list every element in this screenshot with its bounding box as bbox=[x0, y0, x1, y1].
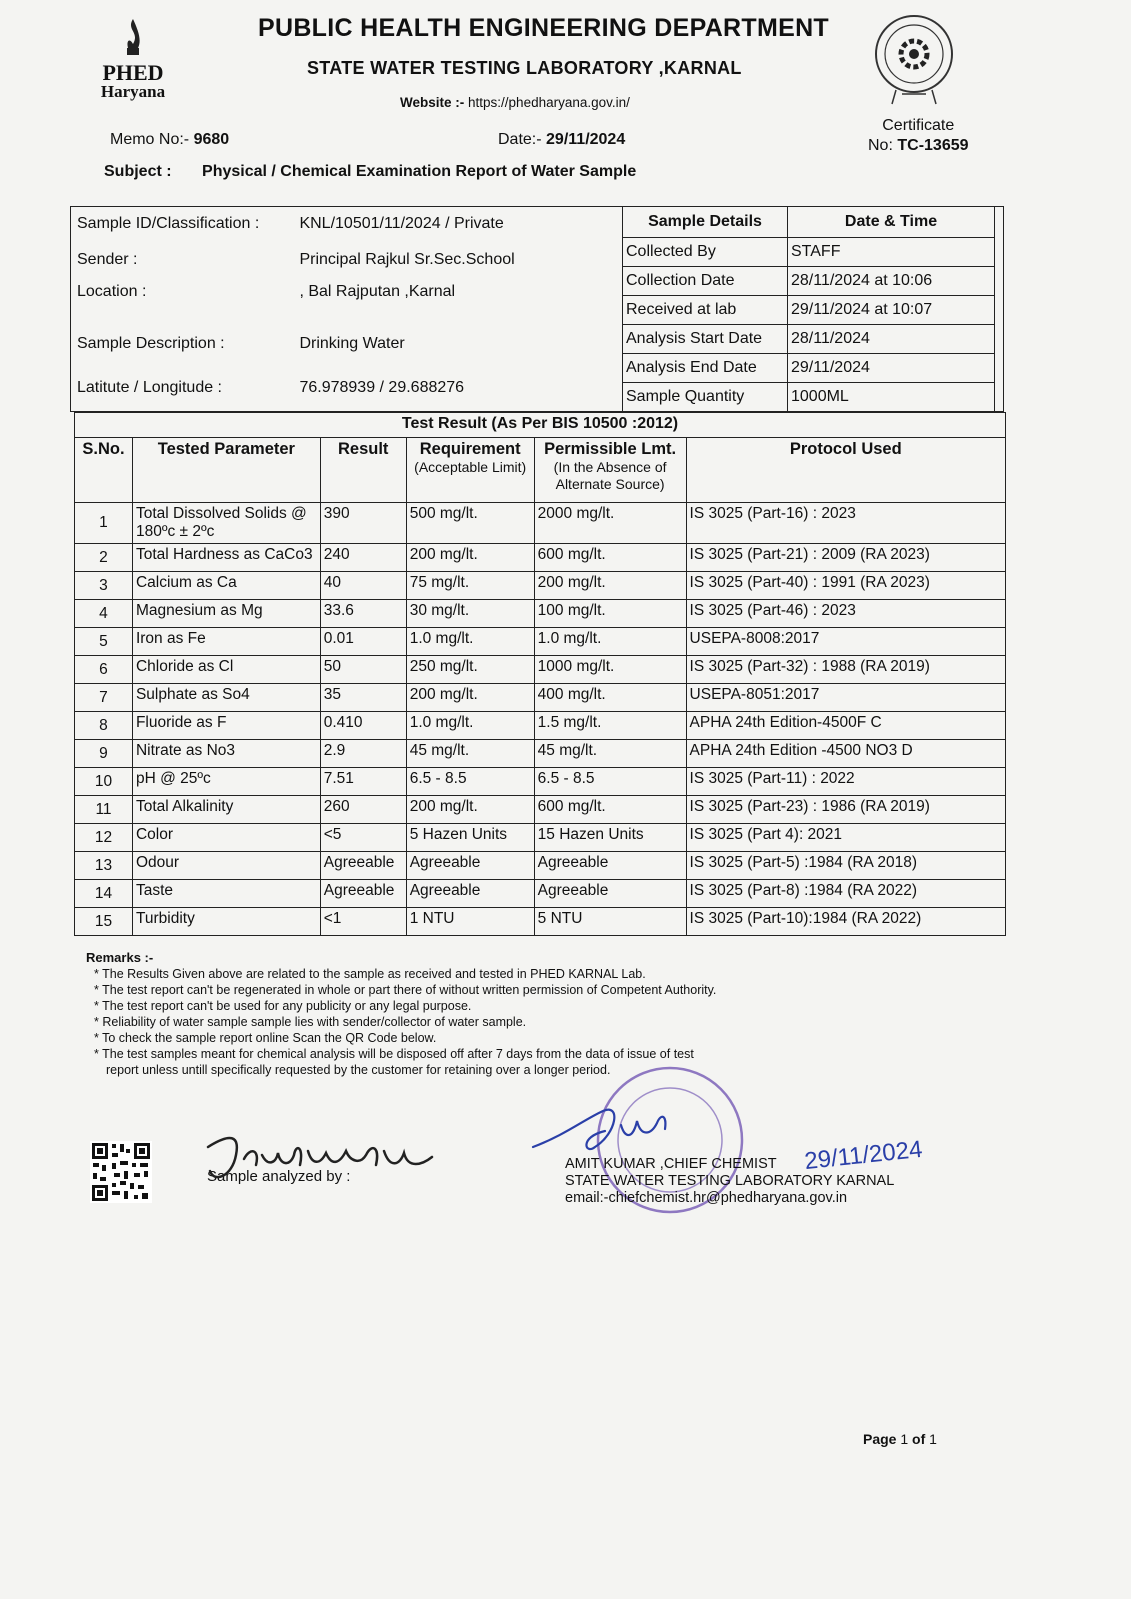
certificate-label: Certificate bbox=[882, 117, 955, 134]
cell-permissible: 2000 mg/lt. bbox=[534, 503, 686, 544]
page-of: of bbox=[912, 1431, 926, 1447]
sample-details-header bbox=[623, 207, 995, 238]
col-requirement-title: Requirement bbox=[419, 440, 521, 458]
cell-parameter: Nitrate as No3 bbox=[132, 740, 320, 768]
sample-classification: / Private bbox=[445, 215, 504, 232]
detail-row bbox=[623, 325, 995, 354]
signature-date: 29/11/2024 bbox=[803, 1135, 924, 1176]
memo-number: 9680 bbox=[193, 131, 230, 148]
cell-parameter: Taste bbox=[132, 880, 320, 908]
table-row bbox=[75, 908, 1006, 936]
cell-parameter: Turbidity bbox=[132, 908, 320, 936]
cell-sno: 15 bbox=[75, 908, 133, 936]
cell-sno: 10 bbox=[75, 768, 133, 796]
page-current: 1 bbox=[900, 1431, 909, 1447]
remark-item: * The test report can't be regenerated in whole or part there of without written permission of Competent Authority. bbox=[94, 982, 906, 998]
cell-protocol: USEPA-8051:2017 bbox=[686, 684, 1005, 712]
detail-value: 29/11/2024 at 10:07 bbox=[788, 296, 995, 325]
page-number bbox=[863, 1431, 937, 1447]
cell-sno: 2 bbox=[75, 544, 133, 572]
page-total: 1 bbox=[929, 1431, 937, 1447]
cell-result: 0.01 bbox=[320, 628, 406, 656]
accreditation-seal-icon bbox=[866, 10, 962, 106]
cell-protocol: APHA 24th Edition -4500 NO3 D bbox=[686, 740, 1005, 768]
cell-result: 35 bbox=[320, 684, 406, 712]
detail-row bbox=[623, 267, 995, 296]
col-requirement bbox=[406, 438, 534, 503]
cell-permissible: 45 mg/lt. bbox=[534, 740, 686, 768]
cell-parameter: Calcium as Ca bbox=[132, 572, 320, 600]
table-row bbox=[75, 852, 1006, 880]
detail-label: Collected By bbox=[623, 238, 788, 267]
description-row bbox=[77, 335, 405, 353]
chemist-signature-icon bbox=[525, 1085, 945, 1215]
cell-permissible: 600 mg/lt. bbox=[534, 796, 686, 824]
latlon-label: Latitute / Longitude : bbox=[77, 379, 222, 396]
remark-item: * The test report can't be used for any publicity or any legal purpose. bbox=[94, 998, 906, 1014]
table-row bbox=[75, 503, 1006, 544]
remarks-title: Remarks :- bbox=[86, 950, 154, 965]
subject-text: Physical / Chemical Examination Report of Water Sample bbox=[202, 163, 637, 180]
table-row bbox=[75, 544, 1006, 572]
cell-sno: 3 bbox=[75, 572, 133, 600]
remark-line: report unless untill specifically requested by the customer for retaining over a longer period. bbox=[106, 1063, 611, 1077]
col-permissible bbox=[534, 438, 686, 503]
col-parameter: Tested Parameter bbox=[132, 438, 320, 503]
website-label: Website :- bbox=[400, 95, 465, 110]
website-link[interactable]: https://phedharyana.gov.in/ bbox=[468, 95, 630, 110]
detail-value: 1000ML bbox=[788, 383, 995, 412]
cell-protocol: IS 3025 (Part-32) : 1988 (RA 2019) bbox=[686, 656, 1005, 684]
cell-requirement: 200 mg/lt. bbox=[406, 684, 534, 712]
cell-permissible: Agreeable bbox=[534, 880, 686, 908]
cell-result: 7.51 bbox=[320, 768, 406, 796]
location-row bbox=[77, 283, 455, 301]
col-permissible-sub: (In the Absence of Alternate Source) bbox=[553, 459, 667, 492]
detail-row bbox=[623, 354, 995, 383]
cell-protocol: IS 3025 (Part-8) :1984 (RA 2022) bbox=[686, 880, 1005, 908]
cell-requirement: 75 mg/lt. bbox=[406, 572, 534, 600]
detail-row bbox=[623, 383, 995, 412]
cell-sno: 14 bbox=[75, 880, 133, 908]
cell-result: 240 bbox=[320, 544, 406, 572]
cell-protocol: APHA 24th Edition-4500F C bbox=[686, 712, 1005, 740]
latlon-value: 76.978939 / 29.688276 bbox=[299, 379, 465, 396]
sender-row bbox=[77, 251, 515, 269]
remarks-section bbox=[86, 950, 906, 1078]
cell-protocol: IS 3025 (Part-21) : 2009 (RA 2023) bbox=[686, 544, 1005, 572]
cell-requirement: 1.0 mg/lt. bbox=[406, 712, 534, 740]
table-row bbox=[75, 628, 1006, 656]
cell-permissible: 400 mg/lt. bbox=[534, 684, 686, 712]
table-row bbox=[75, 572, 1006, 600]
detail-label: Sample Quantity bbox=[623, 383, 788, 412]
table-row bbox=[75, 600, 1006, 628]
memo-line bbox=[110, 131, 229, 149]
cell-sno: 11 bbox=[75, 796, 133, 824]
cell-requirement: 250 mg/lt. bbox=[406, 656, 534, 684]
cell-protocol: IS 3025 (Part 4): 2021 bbox=[686, 824, 1005, 852]
cell-parameter: Magnesium as Mg bbox=[132, 600, 320, 628]
date-label: Date:- bbox=[498, 131, 542, 148]
cell-protocol: IS 3025 (Part-23) : 1986 (RA 2019) bbox=[686, 796, 1005, 824]
detail-label: Received at lab bbox=[623, 296, 788, 325]
cell-requirement: 200 mg/lt. bbox=[406, 796, 534, 824]
remark-item: * The Results Given above are related to the sample as received and tested in PHED KARNAL Lab. bbox=[94, 966, 906, 982]
cell-parameter: Odour bbox=[132, 852, 320, 880]
cell-permissible: Agreeable bbox=[534, 852, 686, 880]
description-label: Sample Description : bbox=[77, 335, 225, 352]
detail-row bbox=[623, 238, 995, 267]
detail-value: 28/11/2024 bbox=[788, 325, 995, 354]
page-label: Page bbox=[863, 1431, 897, 1447]
location-value: , Bal Rajputan ,Karnal bbox=[299, 283, 456, 300]
subject-line bbox=[104, 163, 636, 181]
website-line bbox=[400, 95, 630, 110]
remark-item: * Reliability of water sample sample lies with sender/collector of water sample. bbox=[94, 1014, 906, 1030]
cell-requirement: 500 mg/lt. bbox=[406, 503, 534, 544]
remark-item-disposal bbox=[94, 1046, 906, 1078]
remark-line: The test samples meant for chemical analysis will be disposed off after 7 days from the data of issue of test bbox=[102, 1047, 694, 1061]
phed-logo bbox=[78, 18, 188, 101]
detail-value: 28/11/2024 at 10:06 bbox=[788, 267, 995, 296]
cell-sno: 9 bbox=[75, 740, 133, 768]
cell-parameter: Total Dissolved Solids @ 180ºc ± 2ºc bbox=[132, 503, 320, 544]
cell-result: <5 bbox=[320, 824, 406, 852]
analyzed-by-label: Sample analyzed by : bbox=[207, 1168, 351, 1185]
cell-parameter: Fluoride as F bbox=[132, 712, 320, 740]
cell-result: <1 bbox=[320, 908, 406, 936]
detail-label: Analysis Start Date bbox=[623, 325, 788, 354]
certificate-number: TC-13659 bbox=[897, 137, 969, 154]
laboratory-title: STATE WATER TESTING LABORATORY ,KARNAL bbox=[307, 58, 742, 78]
memo-label: Memo No:- bbox=[110, 131, 190, 148]
cell-sno: 5 bbox=[75, 628, 133, 656]
cell-parameter: Total Alkalinity bbox=[132, 796, 320, 824]
table-row bbox=[75, 768, 1006, 796]
detail-label: Collection Date bbox=[623, 267, 788, 296]
location-label: Location : bbox=[77, 283, 147, 300]
cell-requirement: 1 NTU bbox=[406, 908, 534, 936]
cell-sno: 1 bbox=[75, 503, 133, 544]
cell-result: Agreeable bbox=[320, 880, 406, 908]
col-result: Result bbox=[320, 438, 406, 503]
chemist-name: AMIT KUMAR ,CHIEF CHEMIST bbox=[565, 1156, 777, 1172]
certificate-block bbox=[868, 116, 969, 156]
cell-requirement: 6.5 - 8.5 bbox=[406, 768, 534, 796]
cell-permissible: 15 Hazen Units bbox=[534, 824, 686, 852]
cell-requirement: 200 mg/lt. bbox=[406, 544, 534, 572]
results-caption: Test Result (As Per BIS 10500 :2012) bbox=[75, 413, 1006, 438]
cell-parameter: Sulphate as So4 bbox=[132, 684, 320, 712]
cell-parameter: Iron as Fe bbox=[132, 628, 320, 656]
subject-label: Subject : bbox=[104, 163, 172, 180]
cell-result: 2.9 bbox=[320, 740, 406, 768]
cell-requirement: 30 mg/lt. bbox=[406, 600, 534, 628]
table-row bbox=[75, 656, 1006, 684]
certificate-number-line bbox=[868, 136, 969, 156]
cell-requirement: Agreeable bbox=[406, 852, 534, 880]
cell-permissible: 100 mg/lt. bbox=[534, 600, 686, 628]
sender-value: Principal Rajkul Sr.Sec.School bbox=[299, 251, 515, 268]
sample-details-table bbox=[622, 206, 995, 412]
sample-id-row bbox=[77, 215, 504, 233]
cell-permissible: 1.0 mg/lt. bbox=[534, 628, 686, 656]
cell-protocol: IS 3025 (Part-46) : 2023 bbox=[686, 600, 1005, 628]
detail-value: 29/11/2024 bbox=[788, 354, 995, 383]
certificate-no-label: No: bbox=[868, 137, 893, 154]
table-row bbox=[75, 684, 1006, 712]
sender-label: Sender : bbox=[77, 251, 138, 268]
cell-result: 390 bbox=[320, 503, 406, 544]
cell-permissible: 600 mg/lt. bbox=[534, 544, 686, 572]
results-body bbox=[75, 503, 1006, 936]
col-requirement-sub: (Acceptable Limit) bbox=[414, 459, 527, 475]
cell-permissible: 1000 mg/lt. bbox=[534, 656, 686, 684]
chemist-email[interactable]: email:-chiefchemist.hr@phedharyana.gov.in bbox=[565, 1190, 848, 1206]
table-row bbox=[75, 712, 1006, 740]
cell-parameter: pH @ 25ºc bbox=[132, 768, 320, 796]
cell-sno: 8 bbox=[75, 712, 133, 740]
cell-requirement: 45 mg/lt. bbox=[406, 740, 534, 768]
cell-permissible: 1.5 mg/lt. bbox=[534, 712, 686, 740]
cell-protocol: IS 3025 (Part-11) : 2022 bbox=[686, 768, 1005, 796]
table-row bbox=[75, 824, 1006, 852]
cell-requirement: 1.0 mg/lt. bbox=[406, 628, 534, 656]
logo-text-haryana: Haryana bbox=[100, 82, 166, 101]
cell-protocol: IS 3025 (Part-5) :1984 (RA 2018) bbox=[686, 852, 1005, 880]
date-line bbox=[498, 131, 625, 149]
cell-permissible: 6.5 - 8.5 bbox=[534, 768, 686, 796]
table-row bbox=[75, 796, 1006, 824]
cell-parameter: Total Hardness as CaCo3 bbox=[132, 544, 320, 572]
cell-protocol: IS 3025 (Part-40) : 1991 (RA 2023) bbox=[686, 572, 1005, 600]
cell-permissible: 200 mg/lt. bbox=[534, 572, 686, 600]
table-row bbox=[75, 880, 1006, 908]
cell-requirement: Agreeable bbox=[406, 880, 534, 908]
col-sno: S.No. bbox=[75, 438, 133, 503]
col-permissible-title: Permissible Lmt. bbox=[544, 440, 677, 458]
cell-sno: 13 bbox=[75, 852, 133, 880]
description-value: Drinking Water bbox=[299, 335, 405, 352]
cell-permissible: 5 NTU bbox=[534, 908, 686, 936]
cell-result: 33.6 bbox=[320, 600, 406, 628]
remark-item: * To check the sample report online Scan the QR Code below. bbox=[94, 1030, 906, 1046]
remarks-list bbox=[86, 966, 906, 1078]
cell-result: Agreeable bbox=[320, 852, 406, 880]
cell-result: 40 bbox=[320, 572, 406, 600]
sample-id-label: Sample ID/Classification : bbox=[77, 215, 260, 232]
cell-protocol: IS 3025 (Part-10):1984 (RA 2022) bbox=[686, 908, 1005, 936]
cell-protocol: IS 3025 (Part-16) : 2023 bbox=[686, 503, 1005, 544]
cell-result: 0.410 bbox=[320, 712, 406, 740]
latlon-row bbox=[77, 379, 464, 397]
logo-text-phed: PHED bbox=[102, 60, 164, 85]
sample-details-heading: Sample Details bbox=[623, 207, 788, 238]
sample-id-value: KNL/10501/11/2024 bbox=[299, 215, 441, 232]
results-header-row bbox=[75, 438, 1006, 503]
cell-sno: 4 bbox=[75, 600, 133, 628]
cell-sno: 12 bbox=[75, 824, 133, 852]
qr-code-icon[interactable] bbox=[90, 1141, 152, 1203]
department-title: PUBLIC HEALTH ENGINEERING DEPARTMENT bbox=[258, 14, 829, 42]
cell-result: 50 bbox=[320, 656, 406, 684]
table-row bbox=[75, 740, 1006, 768]
date-value: 29/11/2024 bbox=[546, 131, 626, 148]
cell-parameter: Color bbox=[132, 824, 320, 852]
analyst-signature-icon bbox=[200, 1125, 440, 1195]
detail-value: STAFF bbox=[788, 238, 995, 267]
detail-label: Analysis End Date bbox=[623, 354, 788, 383]
sample-info-box bbox=[70, 206, 1004, 412]
chemist-lab: STATE WATER TESTING LABORATORY KARNAL bbox=[565, 1173, 895, 1189]
col-protocol: Protocol Used bbox=[686, 438, 1005, 503]
cell-sno: 6 bbox=[75, 656, 133, 684]
test-results-table bbox=[74, 412, 1006, 936]
cell-parameter: Chloride as Cl bbox=[132, 656, 320, 684]
flame-icon bbox=[120, 18, 146, 58]
cell-requirement: 5 Hazen Units bbox=[406, 824, 534, 852]
cell-protocol: USEPA-8008:2017 bbox=[686, 628, 1005, 656]
detail-row bbox=[623, 296, 995, 325]
date-time-heading: Date & Time bbox=[788, 207, 995, 238]
cell-sno: 7 bbox=[75, 684, 133, 712]
cell-result: 260 bbox=[320, 796, 406, 824]
